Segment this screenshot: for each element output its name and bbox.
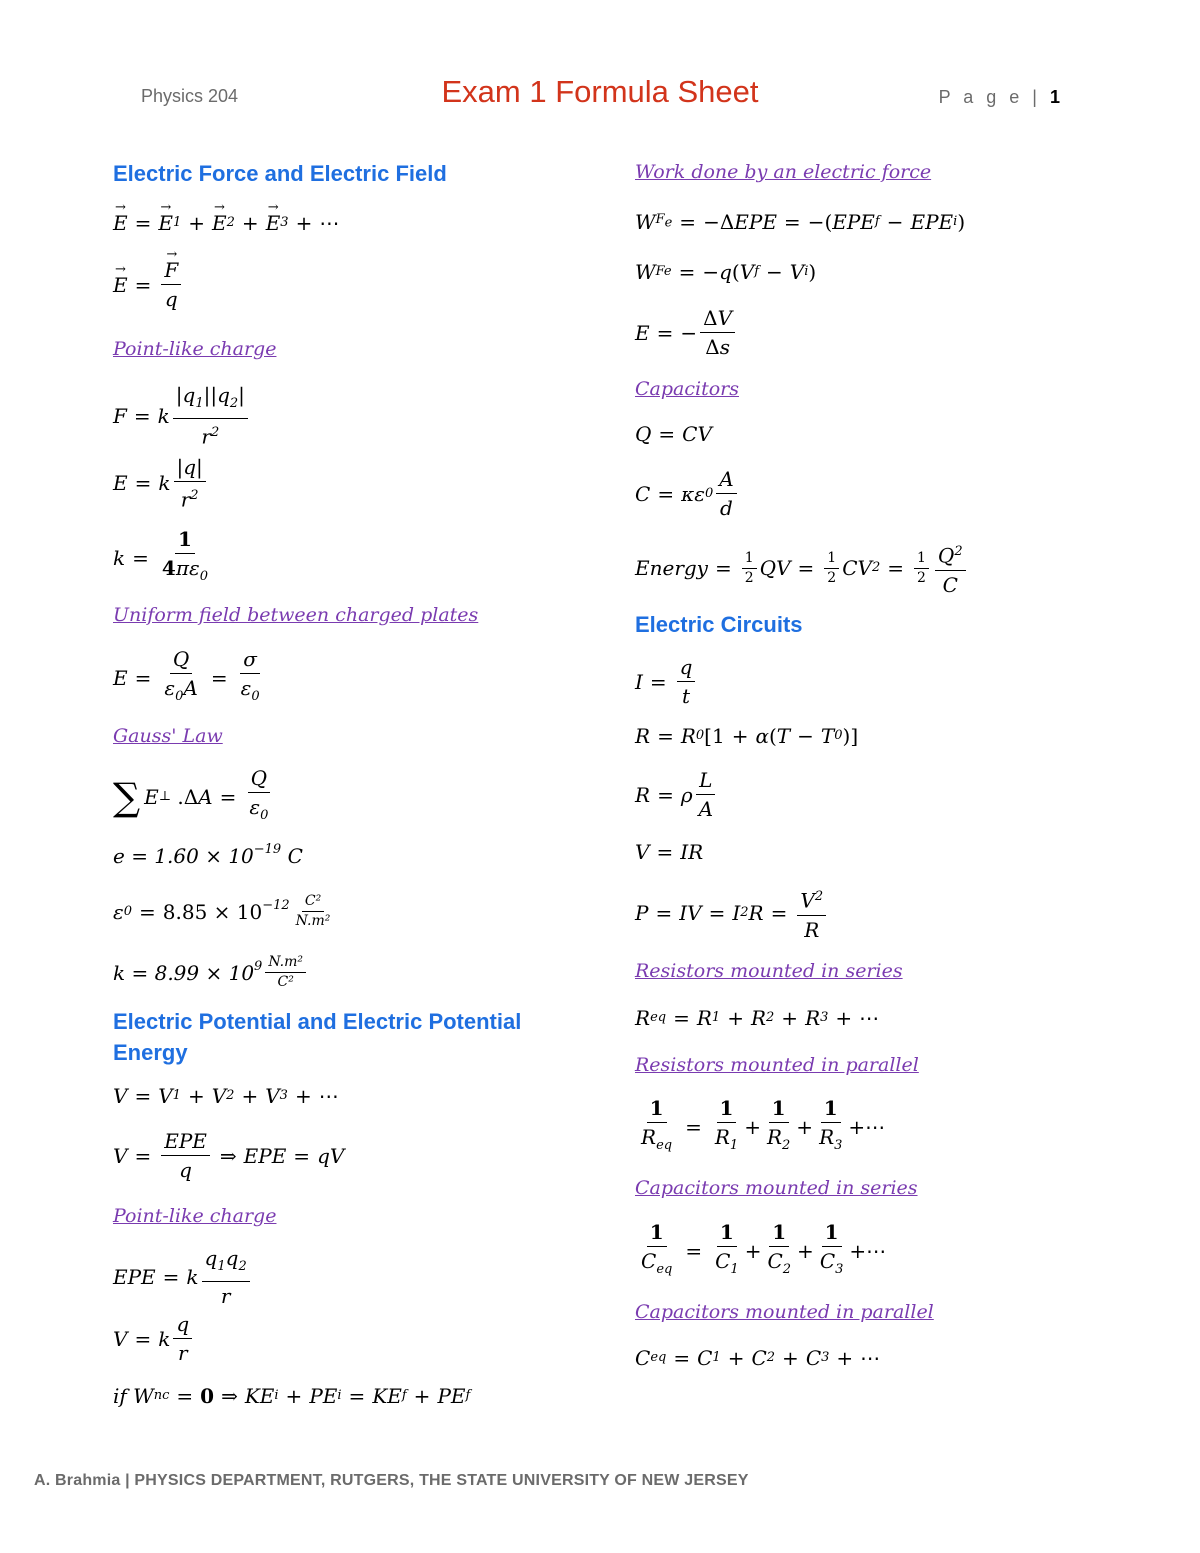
- subheading-uniform-field: Uniform field between charged plates: [113, 604, 479, 626]
- const-e-unit: C: [287, 844, 303, 868]
- formula-capacitance-def: Q = CV: [635, 422, 712, 446]
- const-eps-text: 8.85 × 10: [162, 899, 263, 924]
- subheading-gauss-law: Gauss' Law: [113, 725, 223, 747]
- subheading-resistors-series: Resistors mounted in series: [635, 960, 903, 982]
- formula-current: I = $\frac{q}{t}$: [635, 655, 698, 708]
- const-eps-den: N.m²: [295, 913, 331, 929]
- formula-capacitor-energy: Energy = $\frac{1}{2}$ QV = $\frac{1}{2}$ CV 2 = $\frac{1}{2}$ $\frac{Q^2}{C}$: [635, 540, 969, 597]
- formula-resistance-temperature: R = R 0 [1 + α ( T − T 0 )]: [635, 724, 859, 748]
- section-heading-electric-potential: Electric Potential and Electric Potential Energy: [113, 1009, 522, 1065]
- formula-parallel-plate-capacitance: C = κε 0 $\frac{A}{d}$: [635, 467, 740, 520]
- formula-resistors-series: R eq = R 1 + R 2 + R 3 + ⋯: [635, 1006, 880, 1030]
- const-k-exp: 9: [254, 958, 263, 974]
- formula-energy-conservation: if W nc = 0 ⇒ KE i + PE i = KE f + PE f: [113, 1384, 471, 1408]
- section-heading-electric-force: Electric Force and Electric Field: [113, 161, 447, 186]
- page-number-value: 1: [1049, 87, 1060, 107]
- const-k-text: k = 8.99 × 10: [113, 960, 255, 985]
- subheading-capacitors-parallel: Capacitors mounted in parallel: [635, 1301, 934, 1323]
- formula-coulomb-constant: k = $\frac{1}{4\pi\varepsilon_0}$: [113, 527, 208, 584]
- const-k-den: C²: [277, 974, 294, 990]
- formula-coulomb-force: F = k $\frac{|q_1||q_2|}{r^2}$: [113, 383, 251, 449]
- section-heading-electric-circuits: Electric Circuits: [635, 612, 803, 637]
- formula-point-field: E = k $\frac{|q|}{r^2}$: [113, 455, 209, 512]
- subheading-work-electric-force: Work done by an electric force: [635, 161, 932, 183]
- formula-field-superposition: → E = → E 1 + → E 2 + → E 3 + ⋯: [113, 210, 339, 236]
- subheading-capacitors: Capacitors: [635, 378, 739, 400]
- formula-ohms-law: V = IR: [635, 840, 704, 864]
- formula-point-epe: EPE = k $\frac{q_1q_2}{r}$: [113, 1246, 253, 1308]
- page-title: Exam 1 Formula Sheet: [441, 74, 759, 109]
- formula-field-definition: → E = → $\frac{F}{q}$: [113, 258, 184, 311]
- formula-point-potential: V = k $\frac{q}{r}$: [113, 1312, 195, 1365]
- formula-capacitors-series: $\frac{1}{C_{eq}}$ = $\frac{1}{C_1}$ + $\frac{1}{C_2}$ + $\frac{1}{C_3}$ +⋯: [641, 1220, 887, 1277]
- constant-elementary-charge: [113, 843, 303, 869]
- formula-resistivity: R = ρ $\frac{L}{A}$: [635, 768, 719, 821]
- formula-capacitors-parallel: C eq = C 1 + C 2 + C 3 + ⋯: [635, 1346, 881, 1370]
- page-label: P a g e |: [938, 87, 1050, 107]
- formula-work-voltage: W Fe = − q ( V f − V i ): [635, 260, 817, 284]
- subheading-point-charge: Point-like charge: [113, 338, 277, 360]
- const-eps-exp: −12: [262, 897, 290, 913]
- const-k-num: N.m²: [265, 955, 306, 973]
- subheading-resistors-parallel: Resistors mounted in parallel: [635, 1054, 919, 1076]
- page-number: [939, 87, 1060, 108]
- formula-work-epe: W $F_e$ = −Δ EPE = −( EPE f − EPE i ): [635, 209, 966, 234]
- formula-field-gradient: E = − $\frac{\Delta V}{\Delta s}$: [635, 306, 738, 359]
- formula-potential-definition: V = $\frac{\text{EPE}}{q}$ ⇒ EPE = qV: [113, 1129, 345, 1182]
- subheading-point-charge-2: Point-like charge: [113, 1205, 277, 1227]
- const-e-exp: −19: [253, 842, 282, 857]
- page-footer: A. Brahmia | PHYSICS DEPARTMENT, RUTGERS, THE STATE UNIVERSITY OF NEW JERSEY: [34, 1472, 749, 1489]
- course-name: Physics 204: [141, 86, 239, 106]
- constant-permittivity: ε 0 = 8.85 × 10 $^{-12}$ $\frac{\text{C²}}{\text{N.m²}}$: [113, 894, 336, 929]
- formula-power: P = IV = I 2 R = $\frac{V^2}{R}$: [635, 885, 829, 942]
- constant-k-value: [113, 955, 309, 990]
- const-eps-num: C²: [302, 894, 324, 912]
- formula-uniform-field: E = $\frac{Q}{\varepsilon_0A}$ = $\frac{\sigma}{\varepsilon_0}$: [113, 647, 260, 704]
- formula-gauss-law: ∑ E ⊥ .Δ A = $\frac{Q}{\varepsilon_0}$: [113, 766, 269, 823]
- subheading-capacitors-series: Capacitors mounted in series: [635, 1177, 918, 1199]
- formula-potential-superposition: V = V 1 + V 2 + V 3 + ⋯: [113, 1084, 339, 1108]
- formula-resistors-parallel: $\frac{1}{R_{eq}}$ = $\frac{1}{R_1}$ + $\frac{1}{R_2}$ + $\frac{1}{R_3}$ +⋯: [641, 1096, 886, 1153]
- const-e-text: e = 1.60 × 10: [113, 844, 254, 868]
